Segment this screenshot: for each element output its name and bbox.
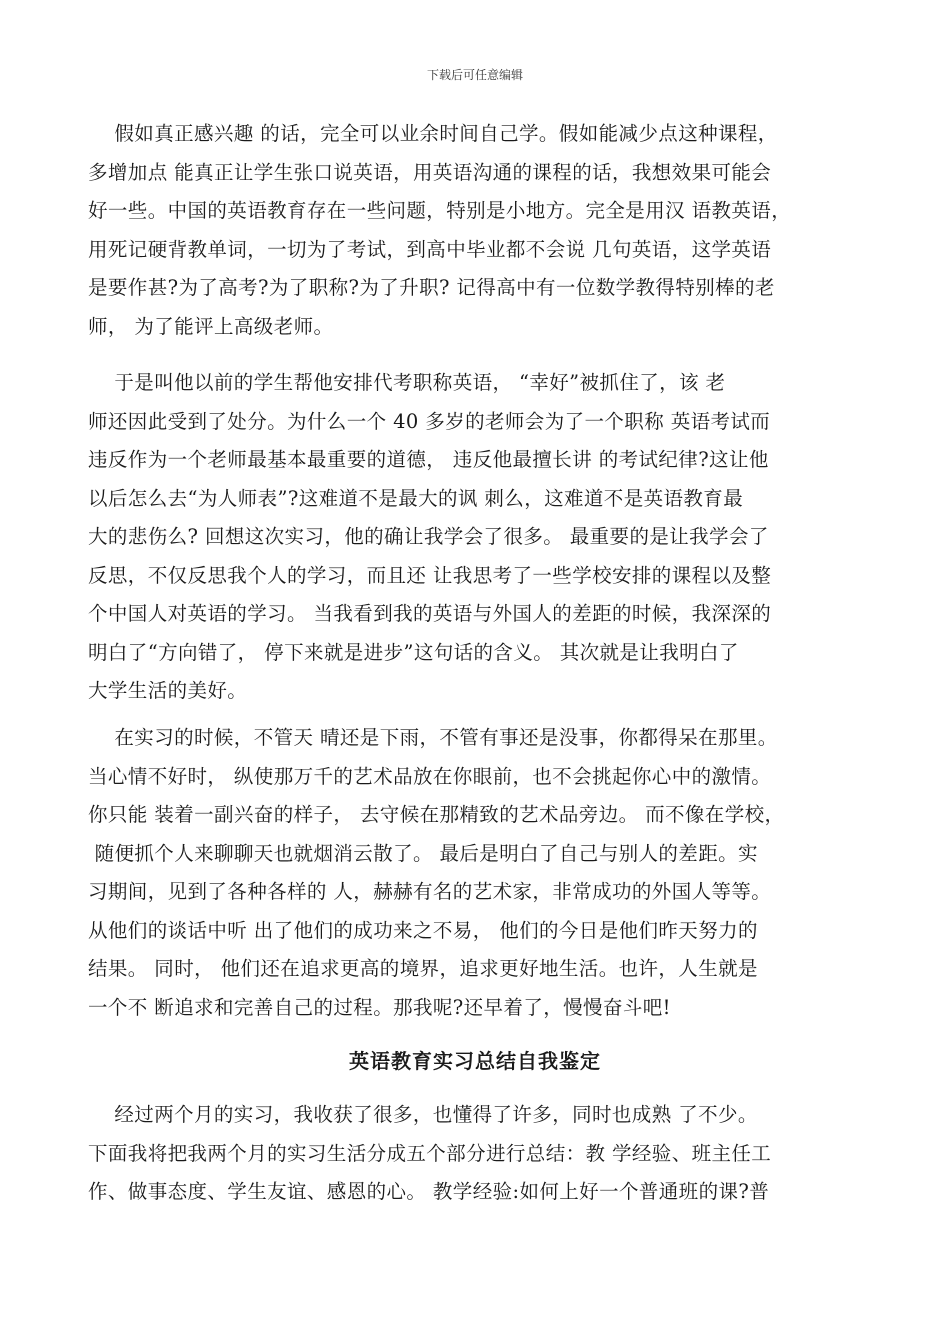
text-line: 是要作甚?为了高考?为了职称?为了升职? 记得高中有一位数学教得特别棒的老 xyxy=(88,276,775,299)
text-line: 你只能 装着一副兴奋的样子， 去守候在那精致的艺术品旁边。 而不像在学校， xyxy=(88,803,785,826)
text-line: 以后怎么去“为人师表”?这难道不是最大的讽 刺么，这难道不是英语教育最 xyxy=(88,486,744,510)
text-line: 习期间，见到了各种各样的 人，赫赫有名的艺术家，非常成功的外国人等等。 xyxy=(88,880,772,903)
text-line: 一个不 断追求和完善自己的过程。那我呢?还早着了，慢慢奋斗吧! xyxy=(88,995,671,1019)
text-line: 明白了“方向错了， 停下来就是进步”这句话的含义。 其次就是让我明白了 xyxy=(88,640,739,664)
text-line: 于是叫他以前的学生帮他安排代考职称英语， “幸好”被抓住了，该 老 xyxy=(88,371,726,394)
text-line: 好一些。中国的英语教育存在一些问题，特别是小地方。完全是用汉 语教英语， xyxy=(88,199,792,222)
text-line: 随便抓个人来聊聊天也就烟消云散了。 最后是明白了自己与别人的差距。实 xyxy=(88,841,758,865)
text-line: 经过两个月的实习，我收获了很多，也懂得了许多，同时也成熟 了不少。 xyxy=(88,1103,758,1126)
text-line: 用死记硬背教单词，一切为了考试，到高中毕业都不会说 几句英语，这学英语 xyxy=(88,237,772,261)
text-line: 师还因此受到了处分。为什么一个 40 多岁的老师会为了一个职称 英语考试而 xyxy=(88,409,771,433)
text-line: 师， 为了能评上高级老师。 xyxy=(88,314,334,338)
text-line: 反思，不仅反思我个人的学习，而且还 让我思考了一些学校安排的课程以及整 xyxy=(88,563,772,587)
text-line: 假如真正感兴趣 的话，完全可以业余时间自己学。假如能减少点这种课程， xyxy=(88,122,778,145)
text-line: 当心情不好时， 纵使那万千的艺术品放在你眼前，也不会挑起你心中的激情。 xyxy=(88,764,772,788)
text-line: 作、做事态度、学生友谊、感恩的心。 教学经验:如何上好一个普通班的课?普 xyxy=(88,1180,770,1203)
text-line: 违反作为一个老师最基本最重要的道德， 违反他最擅长讲 的考试纪律?这让他 xyxy=(88,448,769,471)
text-line: 结果。 同时， 他们还在追求更高的境界，追求更好地生活。也许，人生就是 xyxy=(88,957,758,980)
paragraph-4 xyxy=(88,1096,888,1212)
paragraph-3 xyxy=(88,719,888,1027)
section-title: 英语教育实习总结自我鉴定 xyxy=(349,1049,601,1073)
text-line: 大学生活的美好。 xyxy=(88,679,248,702)
paragraph-1 xyxy=(88,115,888,346)
text-line: 大的悲伤么? 回想这次实习，他的确让我学会了很多。 最重要的是让我学会了 xyxy=(88,525,769,548)
page-header: 下载后可任意编辑 xyxy=(426,68,523,82)
text-line: 多增加点 能真正让学生张口说英语，用英语沟通的课程的话，我想效果可能会 xyxy=(88,160,772,184)
text-line: 下面我将把我两个月的实习生活分成五个部分进行总结：教 学经验、班主任工 xyxy=(88,1141,772,1165)
text-line: 在实习的时候，不管天 晴还是下雨，不管有事还是没事，你都得呆在那里。 xyxy=(88,726,778,749)
paragraph-2 xyxy=(88,364,888,711)
text-line: 个中国人对英语的学习。 当我看到我的英语与外国人的差距的时候，我深深的 xyxy=(88,602,772,625)
text-line: 从他们的谈话中听 出了他们的成功来之不易， 他们的今日是他们昨天努力的 xyxy=(88,918,758,942)
